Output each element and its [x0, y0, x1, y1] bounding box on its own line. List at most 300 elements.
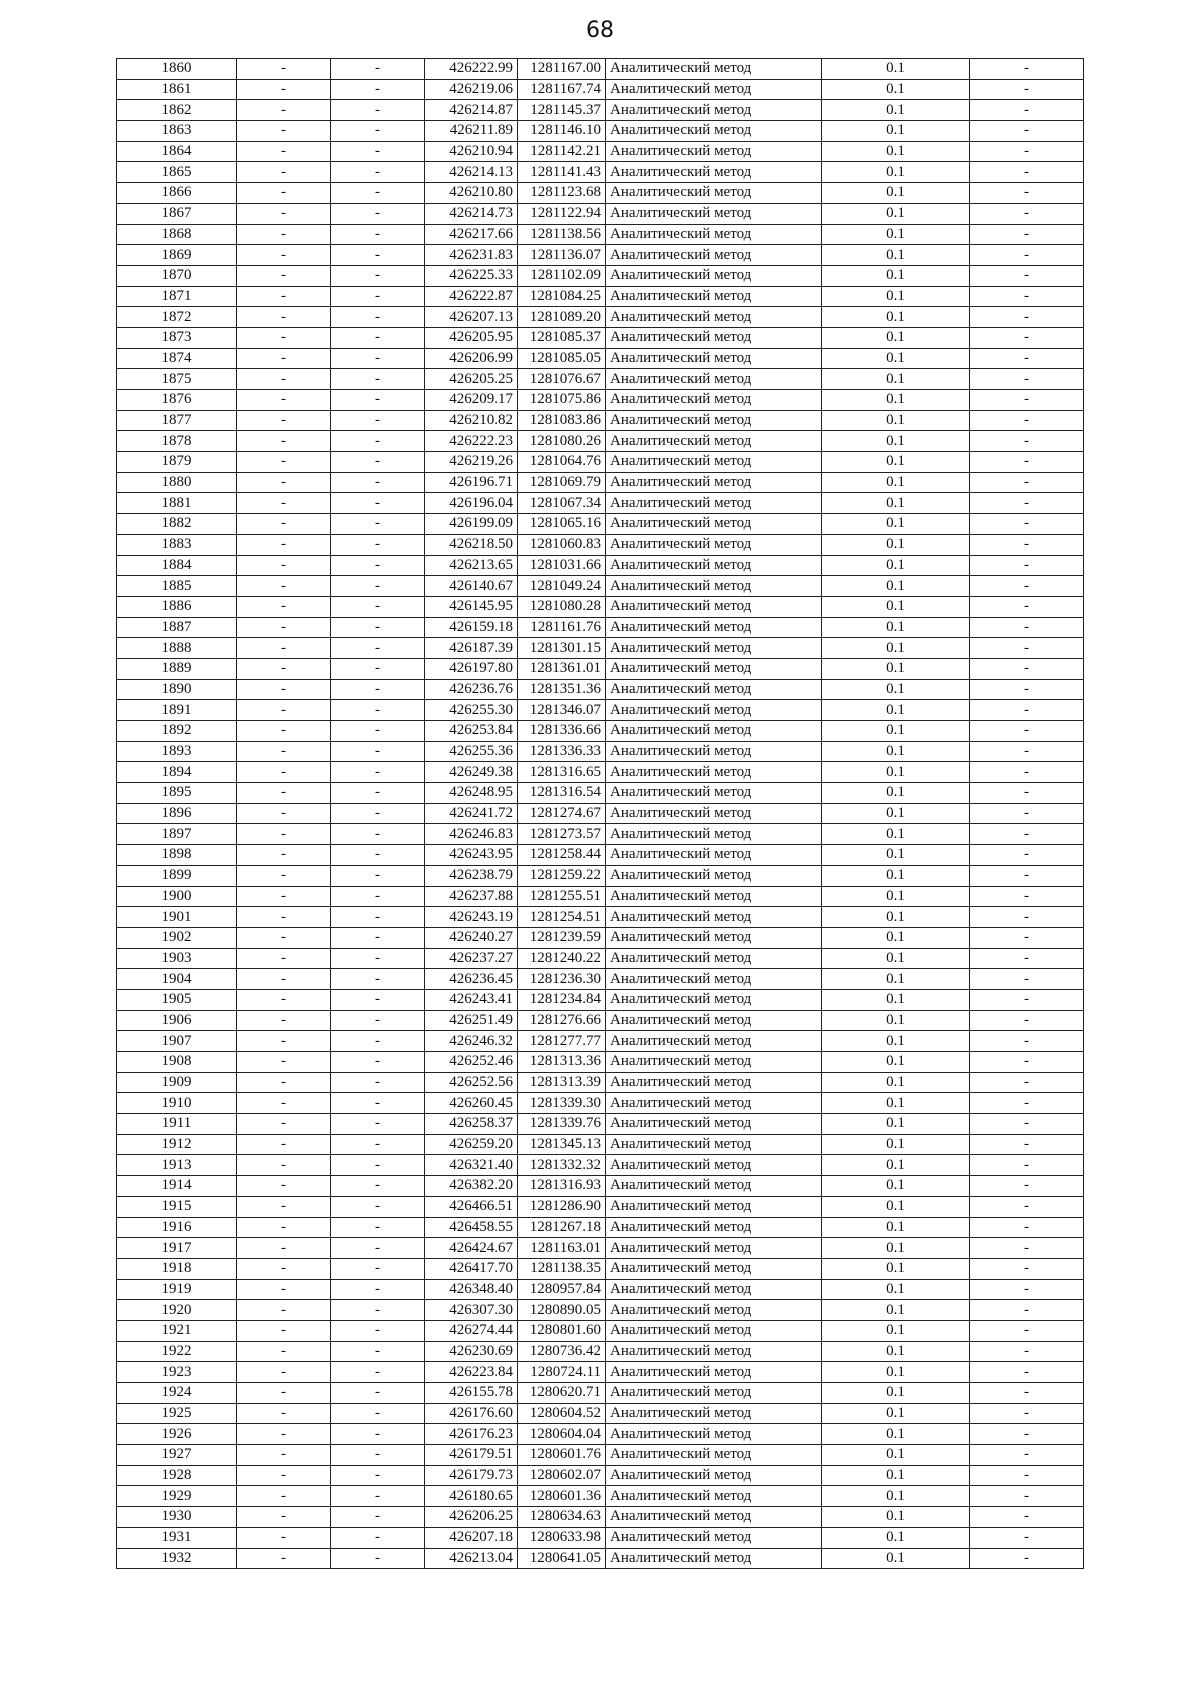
y-coordinate-cell: 1281080.28 — [518, 596, 606, 617]
x-coordinate-cell: 426205.95 — [425, 327, 518, 348]
method-cell: Аналитический метод — [606, 741, 822, 762]
method-cell: Аналитический метод — [606, 845, 822, 866]
accuracy-cell: 0.1 — [822, 721, 970, 742]
dash-cell: - — [237, 162, 331, 183]
method-cell: Аналитический метод — [606, 1403, 822, 1424]
dash-cell: - — [237, 1486, 331, 1507]
dash-cell: - — [237, 555, 331, 576]
point-number-cell: 1868 — [117, 224, 237, 245]
dash-cell: - — [237, 369, 331, 390]
accuracy-cell: 0.1 — [822, 327, 970, 348]
table-row — [117, 1072, 1084, 1093]
point-number-cell: 1866 — [117, 183, 237, 204]
point-number-cell: 1909 — [117, 1072, 237, 1093]
table-row — [117, 493, 1084, 514]
point-number-cell: 1924 — [117, 1383, 237, 1404]
accuracy-cell: 0.1 — [822, 927, 970, 948]
method-cell: Аналитический метод — [606, 121, 822, 142]
method-cell: Аналитический метод — [606, 721, 822, 742]
table-row — [117, 1527, 1084, 1548]
dash-cell: - — [331, 617, 425, 638]
x-coordinate-cell: 426243.41 — [425, 989, 518, 1010]
dash-cell: - — [331, 1072, 425, 1093]
note-cell: - — [970, 907, 1084, 928]
x-coordinate-cell: 426236.76 — [425, 679, 518, 700]
note-cell: - — [970, 1258, 1084, 1279]
method-cell: Аналитический метод — [606, 783, 822, 804]
accuracy-cell: 0.1 — [822, 555, 970, 576]
note-cell: - — [970, 1072, 1084, 1093]
point-number-cell: 1923 — [117, 1362, 237, 1383]
table-row — [117, 907, 1084, 928]
dash-cell: - — [331, 865, 425, 886]
method-cell: Аналитический метод — [606, 1383, 822, 1404]
y-coordinate-cell: 1281351.36 — [518, 679, 606, 700]
dash-cell: - — [331, 1052, 425, 1073]
accuracy-cell: 0.1 — [822, 369, 970, 390]
x-coordinate-cell: 426382.20 — [425, 1176, 518, 1197]
point-number-cell: 1927 — [117, 1445, 237, 1466]
note-cell: - — [970, 1341, 1084, 1362]
method-cell: Аналитический метод — [606, 824, 822, 845]
note-cell: - — [970, 100, 1084, 121]
point-number-cell: 1917 — [117, 1238, 237, 1259]
y-coordinate-cell: 1281240.22 — [518, 948, 606, 969]
y-coordinate-cell: 1281361.01 — [518, 658, 606, 679]
point-number-cell: 1895 — [117, 783, 237, 804]
dash-cell: - — [331, 969, 425, 990]
y-coordinate-cell: 1281254.51 — [518, 907, 606, 928]
y-coordinate-cell: 1281049.24 — [518, 576, 606, 597]
method-cell: Аналитический метод — [606, 1010, 822, 1031]
method-cell: Аналитический метод — [606, 162, 822, 183]
dash-cell: - — [331, 348, 425, 369]
method-cell: Аналитический метод — [606, 1052, 822, 1073]
table-row — [117, 576, 1084, 597]
x-coordinate-cell: 426214.87 — [425, 100, 518, 121]
x-coordinate-cell: 426458.55 — [425, 1217, 518, 1238]
x-coordinate-cell: 426241.72 — [425, 803, 518, 824]
note-cell: - — [970, 1176, 1084, 1197]
point-number-cell: 1889 — [117, 658, 237, 679]
point-number-cell: 1900 — [117, 886, 237, 907]
accuracy-cell: 0.1 — [822, 596, 970, 617]
method-cell: Аналитический метод — [606, 265, 822, 286]
point-number-cell: 1926 — [117, 1424, 237, 1445]
method-cell: Аналитический метод — [606, 431, 822, 452]
x-coordinate-cell: 426424.67 — [425, 1238, 518, 1259]
method-cell: Аналитический метод — [606, 1362, 822, 1383]
note-cell: - — [970, 1548, 1084, 1569]
dash-cell: - — [237, 100, 331, 121]
note-cell: - — [970, 845, 1084, 866]
note-cell: - — [970, 121, 1084, 142]
x-coordinate-cell: 426252.56 — [425, 1072, 518, 1093]
x-coordinate-cell: 426222.23 — [425, 431, 518, 452]
accuracy-cell: 0.1 — [822, 390, 970, 411]
table-row — [117, 1010, 1084, 1031]
y-coordinate-cell: 1280801.60 — [518, 1320, 606, 1341]
y-coordinate-cell: 1281313.36 — [518, 1052, 606, 1073]
dash-cell: - — [331, 1403, 425, 1424]
x-coordinate-cell: 426179.51 — [425, 1445, 518, 1466]
accuracy-cell: 0.1 — [822, 1052, 970, 1073]
dash-cell: - — [237, 431, 331, 452]
accuracy-cell: 0.1 — [822, 121, 970, 142]
x-coordinate-cell: 426246.32 — [425, 1031, 518, 1052]
accuracy-cell: 0.1 — [822, 514, 970, 535]
y-coordinate-cell: 1281136.07 — [518, 245, 606, 266]
table-row — [117, 969, 1084, 990]
y-coordinate-cell: 1280602.07 — [518, 1465, 606, 1486]
method-cell: Аналитический метод — [606, 1196, 822, 1217]
dash-cell: - — [331, 1548, 425, 1569]
x-coordinate-cell: 426252.46 — [425, 1052, 518, 1073]
table-row — [117, 1031, 1084, 1052]
accuracy-cell: 0.1 — [822, 1114, 970, 1135]
note-cell: - — [970, 948, 1084, 969]
table-row — [117, 59, 1084, 80]
dash-cell: - — [331, 1465, 425, 1486]
dash-cell: - — [237, 762, 331, 783]
dash-cell: - — [331, 514, 425, 535]
accuracy-cell: 0.1 — [822, 245, 970, 266]
point-number-cell: 1876 — [117, 390, 237, 411]
method-cell: Аналитический метод — [606, 472, 822, 493]
y-coordinate-cell: 1281336.66 — [518, 721, 606, 742]
method-cell: Аналитический метод — [606, 638, 822, 659]
method-cell: Аналитический метод — [606, 1093, 822, 1114]
point-number-cell: 1911 — [117, 1114, 237, 1135]
y-coordinate-cell: 1281067.34 — [518, 493, 606, 514]
y-coordinate-cell: 1281277.77 — [518, 1031, 606, 1052]
point-number-cell: 1867 — [117, 203, 237, 224]
table-row — [117, 886, 1084, 907]
point-number-cell: 1878 — [117, 431, 237, 452]
dash-cell: - — [331, 286, 425, 307]
dash-cell: - — [237, 79, 331, 100]
x-coordinate-cell: 426207.13 — [425, 307, 518, 328]
table-row — [117, 638, 1084, 659]
method-cell: Аналитический метод — [606, 1300, 822, 1321]
point-number-cell: 1920 — [117, 1300, 237, 1321]
dash-cell: - — [331, 721, 425, 742]
point-number-cell: 1913 — [117, 1155, 237, 1176]
note-cell: - — [970, 886, 1084, 907]
note-cell: - — [970, 390, 1084, 411]
accuracy-cell: 0.1 — [822, 1155, 970, 1176]
dash-cell: - — [237, 245, 331, 266]
x-coordinate-cell: 426237.88 — [425, 886, 518, 907]
table-row — [117, 121, 1084, 142]
dash-cell: - — [331, 1300, 425, 1321]
page-number: 68 — [586, 18, 614, 43]
point-number-cell: 1877 — [117, 410, 237, 431]
x-coordinate-cell: 426260.45 — [425, 1093, 518, 1114]
note-cell: - — [970, 1300, 1084, 1321]
accuracy-cell: 0.1 — [822, 679, 970, 700]
y-coordinate-cell: 1281345.13 — [518, 1134, 606, 1155]
note-cell: - — [970, 141, 1084, 162]
note-cell: - — [970, 307, 1084, 328]
x-coordinate-cell: 426248.95 — [425, 783, 518, 804]
table-row — [117, 348, 1084, 369]
dash-cell: - — [237, 452, 331, 473]
y-coordinate-cell: 1280604.04 — [518, 1424, 606, 1445]
note-cell: - — [970, 865, 1084, 886]
point-number-cell: 1918 — [117, 1258, 237, 1279]
dash-cell: - — [331, 886, 425, 907]
table-row — [117, 865, 1084, 886]
point-number-cell: 1898 — [117, 845, 237, 866]
point-number-cell: 1901 — [117, 907, 237, 928]
y-coordinate-cell: 1280620.71 — [518, 1383, 606, 1404]
y-coordinate-cell: 1281161.76 — [518, 617, 606, 638]
y-coordinate-cell: 1280724.11 — [518, 1362, 606, 1383]
dash-cell: - — [331, 410, 425, 431]
accuracy-cell: 0.1 — [822, 1279, 970, 1300]
dash-cell: - — [331, 596, 425, 617]
note-cell: - — [970, 162, 1084, 183]
dash-cell: - — [237, 1383, 331, 1404]
dash-cell: - — [331, 452, 425, 473]
accuracy-cell: 0.1 — [822, 472, 970, 493]
note-cell: - — [970, 265, 1084, 286]
point-number-cell: 1897 — [117, 824, 237, 845]
y-coordinate-cell: 1281316.54 — [518, 783, 606, 804]
dash-cell: - — [331, 576, 425, 597]
y-coordinate-cell: 1280604.52 — [518, 1403, 606, 1424]
method-cell: Аналитический метод — [606, 762, 822, 783]
y-coordinate-cell: 1281138.35 — [518, 1258, 606, 1279]
method-cell: Аналитический метод — [606, 390, 822, 411]
dash-cell: - — [331, 1093, 425, 1114]
y-coordinate-cell: 1281064.76 — [518, 452, 606, 473]
coordinates-table — [116, 58, 1084, 1569]
dash-cell: - — [331, 121, 425, 142]
y-coordinate-cell: 1281075.86 — [518, 390, 606, 411]
point-number-cell: 1860 — [117, 59, 237, 80]
method-cell: Аналитический метод — [606, 224, 822, 245]
point-number-cell: 1912 — [117, 1134, 237, 1155]
x-coordinate-cell: 426238.79 — [425, 865, 518, 886]
y-coordinate-cell: 1280890.05 — [518, 1300, 606, 1321]
dash-cell: - — [331, 679, 425, 700]
dash-cell: - — [331, 741, 425, 762]
table-row — [117, 1465, 1084, 1486]
table-row — [117, 307, 1084, 328]
note-cell: - — [970, 824, 1084, 845]
point-number-cell: 1884 — [117, 555, 237, 576]
dash-cell: - — [237, 1052, 331, 1073]
accuracy-cell: 0.1 — [822, 1196, 970, 1217]
y-coordinate-cell: 1281301.15 — [518, 638, 606, 659]
x-coordinate-cell: 426213.65 — [425, 555, 518, 576]
dash-cell: - — [331, 100, 425, 121]
y-coordinate-cell: 1281255.51 — [518, 886, 606, 907]
y-coordinate-cell: 1281239.59 — [518, 927, 606, 948]
x-coordinate-cell: 426206.25 — [425, 1507, 518, 1528]
dash-cell: - — [331, 1196, 425, 1217]
x-coordinate-cell: 426210.82 — [425, 410, 518, 431]
dash-cell: - — [331, 327, 425, 348]
dash-cell: - — [237, 141, 331, 162]
point-number-cell: 1894 — [117, 762, 237, 783]
x-coordinate-cell: 426159.18 — [425, 617, 518, 638]
dash-cell: - — [237, 1010, 331, 1031]
point-number-cell: 1902 — [117, 927, 237, 948]
dash-cell: - — [237, 59, 331, 80]
point-number-cell: 1931 — [117, 1527, 237, 1548]
y-coordinate-cell: 1281138.56 — [518, 224, 606, 245]
note-cell: - — [970, 1217, 1084, 1238]
y-coordinate-cell: 1281276.66 — [518, 1010, 606, 1031]
dash-cell: - — [237, 1031, 331, 1052]
accuracy-cell: 0.1 — [822, 348, 970, 369]
dash-cell: - — [237, 845, 331, 866]
dash-cell: - — [237, 203, 331, 224]
table-row — [117, 1114, 1084, 1135]
dash-cell: - — [331, 1507, 425, 1528]
point-number-cell: 1872 — [117, 307, 237, 328]
x-coordinate-cell: 426218.50 — [425, 534, 518, 555]
accuracy-cell: 0.1 — [822, 948, 970, 969]
table-row — [117, 1424, 1084, 1445]
point-number-cell: 1932 — [117, 1548, 237, 1569]
x-coordinate-cell: 426259.20 — [425, 1134, 518, 1155]
x-coordinate-cell: 426214.13 — [425, 162, 518, 183]
accuracy-cell: 0.1 — [822, 1300, 970, 1321]
y-coordinate-cell: 1281313.39 — [518, 1072, 606, 1093]
x-coordinate-cell: 426231.83 — [425, 245, 518, 266]
table-row — [117, 1486, 1084, 1507]
note-cell: - — [970, 79, 1084, 100]
method-cell: Аналитический метод — [606, 1527, 822, 1548]
point-number-cell: 1929 — [117, 1486, 237, 1507]
note-cell: - — [970, 969, 1084, 990]
method-cell: Аналитический метод — [606, 1258, 822, 1279]
method-cell: Аналитический метод — [606, 1176, 822, 1197]
table-row — [117, 1362, 1084, 1383]
dash-cell: - — [331, 989, 425, 1010]
y-coordinate-cell: 1281236.30 — [518, 969, 606, 990]
accuracy-cell: 0.1 — [822, 907, 970, 928]
note-cell: - — [970, 576, 1084, 597]
point-number-cell: 1930 — [117, 1507, 237, 1528]
dash-cell: - — [237, 121, 331, 142]
accuracy-cell: 0.1 — [822, 783, 970, 804]
accuracy-cell: 0.1 — [822, 534, 970, 555]
y-coordinate-cell: 1281102.09 — [518, 265, 606, 286]
table-row — [117, 1176, 1084, 1197]
y-coordinate-cell: 1281142.21 — [518, 141, 606, 162]
accuracy-cell: 0.1 — [822, 1362, 970, 1383]
note-cell: - — [970, 1134, 1084, 1155]
y-coordinate-cell: 1281316.93 — [518, 1176, 606, 1197]
point-number-cell: 1892 — [117, 721, 237, 742]
table-row — [117, 845, 1084, 866]
method-cell: Аналитический метод — [606, 534, 822, 555]
x-coordinate-cell: 426205.25 — [425, 369, 518, 390]
y-coordinate-cell: 1281069.79 — [518, 472, 606, 493]
y-coordinate-cell: 1281084.25 — [518, 286, 606, 307]
note-cell: - — [970, 369, 1084, 390]
table-row — [117, 410, 1084, 431]
dash-cell: - — [331, 1341, 425, 1362]
table-row — [117, 1093, 1084, 1114]
table-row — [117, 989, 1084, 1010]
dash-cell: - — [331, 203, 425, 224]
point-number-cell: 1899 — [117, 865, 237, 886]
dash-cell: - — [331, 1010, 425, 1031]
dash-cell: - — [237, 1155, 331, 1176]
y-coordinate-cell: 1281080.26 — [518, 431, 606, 452]
point-number-cell: 1916 — [117, 1217, 237, 1238]
dash-cell: - — [237, 1093, 331, 1114]
accuracy-cell: 0.1 — [822, 162, 970, 183]
point-number-cell: 1914 — [117, 1176, 237, 1197]
dash-cell: - — [331, 1176, 425, 1197]
method-cell: Аналитический метод — [606, 100, 822, 121]
y-coordinate-cell: 1281316.65 — [518, 762, 606, 783]
note-cell: - — [970, 927, 1084, 948]
x-coordinate-cell: 426196.71 — [425, 472, 518, 493]
dash-cell: - — [331, 1527, 425, 1548]
dash-cell: - — [331, 1424, 425, 1445]
note-cell: - — [970, 1362, 1084, 1383]
point-number-cell: 1903 — [117, 948, 237, 969]
note-cell: - — [970, 534, 1084, 555]
accuracy-cell: 0.1 — [822, 865, 970, 886]
point-number-cell: 1865 — [117, 162, 237, 183]
point-number-cell: 1925 — [117, 1403, 237, 1424]
x-coordinate-cell: 426255.30 — [425, 700, 518, 721]
x-coordinate-cell: 426199.09 — [425, 514, 518, 535]
x-coordinate-cell: 426217.66 — [425, 224, 518, 245]
x-coordinate-cell: 426225.33 — [425, 265, 518, 286]
method-cell: Аналитический метод — [606, 886, 822, 907]
y-coordinate-cell: 1281346.07 — [518, 700, 606, 721]
point-number-cell: 1928 — [117, 1465, 237, 1486]
table-row — [117, 1196, 1084, 1217]
accuracy-cell: 0.1 — [822, 576, 970, 597]
x-coordinate-cell: 426258.37 — [425, 1114, 518, 1135]
y-coordinate-cell: 1281089.20 — [518, 307, 606, 328]
note-cell: - — [970, 1114, 1084, 1135]
x-coordinate-cell: 426246.83 — [425, 824, 518, 845]
note-cell: - — [970, 1527, 1084, 1548]
point-number-cell: 1890 — [117, 679, 237, 700]
dash-cell: - — [237, 534, 331, 555]
x-coordinate-cell: 426348.40 — [425, 1279, 518, 1300]
method-cell: Аналитический метод — [606, 369, 822, 390]
x-coordinate-cell: 426180.65 — [425, 1486, 518, 1507]
dash-cell: - — [237, 493, 331, 514]
y-coordinate-cell: 1281258.44 — [518, 845, 606, 866]
table-row — [117, 534, 1084, 555]
x-coordinate-cell: 426237.27 — [425, 948, 518, 969]
table-row — [117, 1052, 1084, 1073]
method-cell: Аналитический метод — [606, 327, 822, 348]
y-coordinate-cell: 1281060.83 — [518, 534, 606, 555]
dash-cell: - — [331, 783, 425, 804]
table-row — [117, 452, 1084, 473]
dash-cell: - — [237, 721, 331, 742]
dash-cell: - — [331, 493, 425, 514]
table-row — [117, 1238, 1084, 1259]
dash-cell: - — [237, 638, 331, 659]
table-row — [117, 472, 1084, 493]
